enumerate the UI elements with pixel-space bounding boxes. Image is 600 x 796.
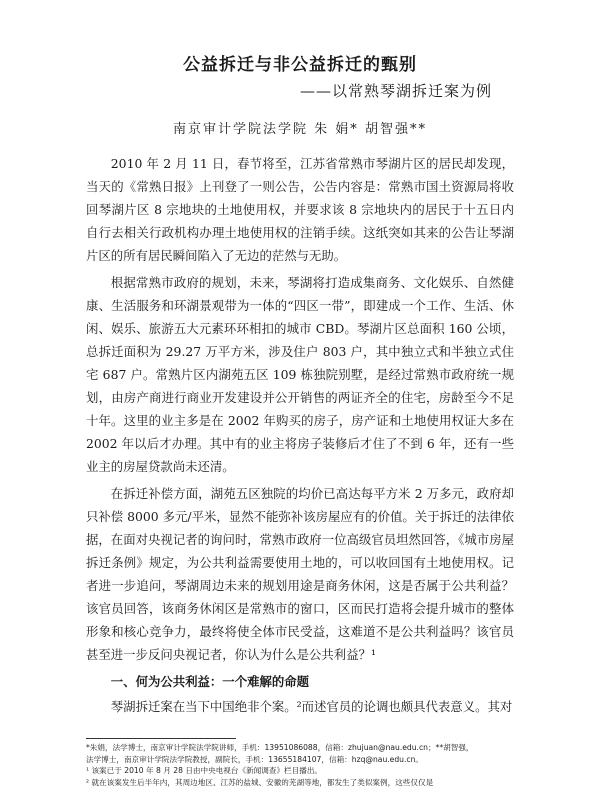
paragraph-2: 根据常熟市政府的规划，未来，琴湖将打造成集商务、文化娱乐、自然健康、生活服务和环湖景观带为一体的“四区一带”，即建成一个工作、生活、休闲、娱乐、旅游五大元素环环相扣的城市 CBD。琴湖片区总面积 160 公顷，总拆迁面积为 29.27 万平方米，涉及住户 803 户，其中独立式和半独立式住宅 687 户。常熟片区内湖苑五区 109 栋独院别墅，是经过常熟市政府统一规划，由房产商进行商业开发建设并公开销售的两证齐全的住宅，房龄至今不足十年。这里的业主多是在 2002 年购买的房子，房产证和土地使用权证大多在 2002 年以后才办理。其中有的业主将房子装修后才住了不到 6 年，还有一些业主的房屋贷款尚未还清。 [86, 275, 514, 474]
footnotes [86, 742, 518, 788]
article-subtitle: ——以常熟琴湖拆迁案为例 [299, 82, 492, 100]
section-heading: 一、何为公共利益：一个难解的命题 [110, 674, 310, 689]
footnote-line: ² 就在该案发生后半年内，其周边地区、江苏的盐城、安徽的芜湖等地，都发生了类似案例，这些仅仅是 [86, 777, 434, 787]
article-body [86, 152, 514, 722]
paragraph-1: 2010 年 2 月 11 日，春节将至，江苏省常熟市琴湖片区的居民却发现，当天的《常熟日报》上刊登了一则公告，公告内容是：常熟市国土资源局将收回琴湖片区 8 宗地块的土地使用权，并要求该 8 宗地块内的居民于十五日内自行去相关行政机构办理土地使用权的注销手续。这纸突如其来的公告让琴湖片区的所有居民瞬间陷入了无边的茫然与无助。 [86, 156, 514, 263]
author-line: 南京审计学院法学院 朱 娟* 胡智强** [173, 122, 427, 137]
article-title: 公益拆迁与非公益拆迁的甄别 [183, 55, 417, 75]
footnote-divider [86, 738, 236, 739]
footnote-line: ¹ 该案已于 2010 年 8 月 28 日由中央电视台《新闻调查》栏目播出。 [86, 766, 323, 775]
paragraph-3: 在拆迁补偿方面，湖苑五区独院的均价已高达每平方米 2 万多元，政府却只补偿 8000 多元/平米，显然不能弥补该房屋应有的价值。关于拆迁的法律依据，在面对央视记者的询问时，常熟市政府一位高级官员坦然回答，《城市房屋拆迁条例》规定，为公共利益需要使用土地的，可以收回国有土地使用权。记者进一步追问，琴湖周边未来的规划用途是商务休闲，这是否属于公共利益？该官员回答，该商务休闲区是常熟市的窗口，区而民打造将会提升城市的整体形象和核心竞争力，最终将使全体市民受益，这难道不是公共利益吗？该官员甚至进一步反问央视记者，你认为什么是公共利益？¹ [86, 486, 514, 662]
section-paragraph: 琴湖拆迁案在当下中国绝非个案。²而述官员的论调也颇具代表意义。其对 [110, 699, 513, 714]
footnote-line: *朱娟，法学博士，南京审计学院法学院讲师，手机：13951086088，信箱：zhujuan@nau.edu.cn；**胡智强， [86, 743, 474, 752]
footnote-line: 法学博士，南京审计学院法学院教授，副院长，手机：13655184107，信箱：hzq@nau.edu.cn。 [86, 754, 423, 764]
